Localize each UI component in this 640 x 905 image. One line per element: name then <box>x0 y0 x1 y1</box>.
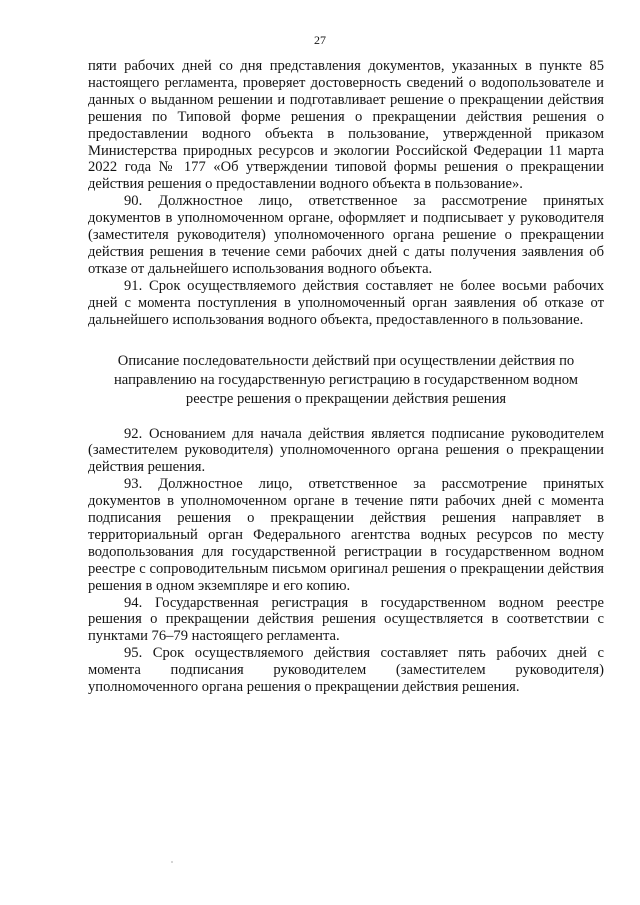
scan-artifact-dot <box>171 861 173 863</box>
page-number: 27 <box>314 33 326 47</box>
paragraph-89-continuation: пяти рабочих дней со дня представления документов, указанных в пункте 85 настоящего регламента, проверяет достоверность сведений о водопользователе и данных о выданном решении и подготавливает решение о прекращении действия решения по Типовой форме решения о прекращении действия решения о предоставлении водного объекта в пользование, утвержденной приказом Министерства природных ресурсов и экологии Российской Федерации 11 марта 2022 года № 177 «Об утверждении типовой формы решения о прекращении действия решения о предоставлении водного объекта в пользование». <box>88 58 604 193</box>
paragraph-91: 91. Срок осуществляемого действия составляет не более восьми рабочих дней с момента поступления в уполномоченный орган заявления об отказе от дальнейшего использования водного объекта, предоставленного в пользование. <box>88 277 604 328</box>
section-heading: Описание последовательности действий при осуществлении действия по направлению на государственную регистрацию в государственном водном реестре решения о прекращении действия решения <box>113 352 579 407</box>
paragraph-93: 93. Должностное лицо, ответственное за рассмотрение принятых документов в уполномоченном органе в течение пяти рабочих дней с момента подписания решения о прекращении действия решения направляет в территориальный орган Федерального агентства водных ресурсов по месту водопользования для государственной регистрации в государственном водном реестре с сопроводительным письмом оригинал решения о прекращении действия решения в одном экземпляре и его копию. <box>88 476 604 594</box>
paragraph-94: 94. Государственная регистрация в государственном водном реестре решения о прекращении действия решения осуществляется в соответствии с пунктами 76–79 настоящего регламента. <box>88 594 604 645</box>
paragraph-90: 90. Должностное лицо, ответственное за рассмотрение принятых документов в уполномоченном органе, оформляет и подписывает у руководителя (заместителя руководителя) уполномоченного органа решение о прекращении действия решения в течение семи рабочих дней с даты получения заявления об отказе от дальнейшего использования водного объекта. <box>88 193 604 277</box>
paragraph-92: 92. Основанием для начала действия является подписание руководителем (заместителем руководителя) уполномоченного органа решения о прекращении действия решения. <box>88 425 604 476</box>
document-body <box>88 58 604 696</box>
paragraph-95: 95. Срок осуществляемого действия составляет пять рабочих дней с момента подписания руководителем (заместителем руководителя) уполномоченного органа решения о прекращении действия решения. <box>88 645 604 696</box>
